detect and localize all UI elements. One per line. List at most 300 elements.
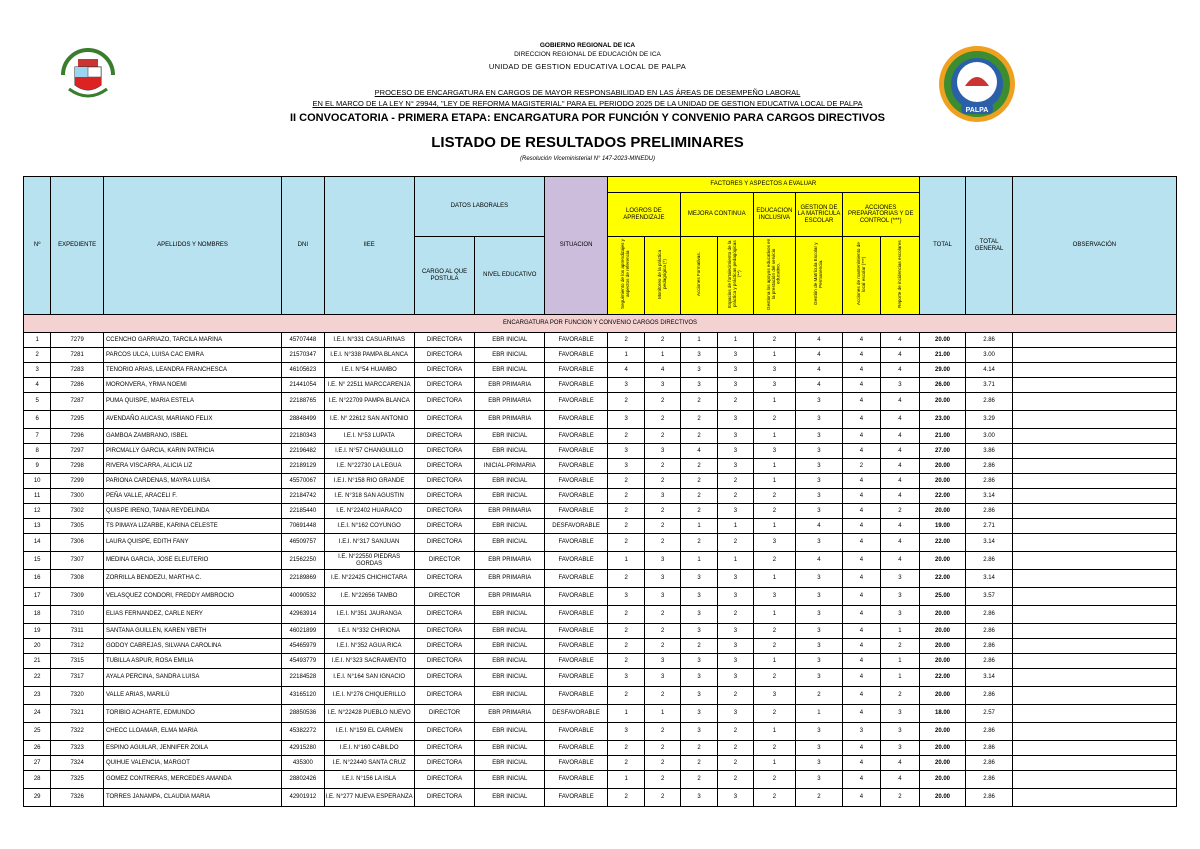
cell-total-general: 2.86 <box>966 639 1013 654</box>
cell-iiee: I.E. N°22425 CHICHICTARA <box>324 570 414 588</box>
cell-f2: 2 <box>645 723 680 741</box>
cell-total-general: 2.86 <box>966 552 1013 570</box>
cell-f7: 4 <box>842 504 880 519</box>
cell-dni: 22184742 <box>282 489 325 504</box>
cell-n: 25 <box>24 723 51 741</box>
cell-total: 29.00 <box>919 363 966 378</box>
cell-situacion: DESFAVORABLE <box>545 705 608 723</box>
cell-observacion <box>1012 756 1176 771</box>
cell-cargo: DIRECTORA <box>414 411 475 429</box>
cell-observacion <box>1012 411 1176 429</box>
cell-f6: 4 <box>796 333 843 348</box>
cell-expediente: 7310 <box>51 606 104 624</box>
cell-situacion: FAVORABLE <box>545 534 608 552</box>
cell-f1: 2 <box>607 624 644 639</box>
cell-total-general: 2.86 <box>966 654 1013 669</box>
cell-nombre: GODOY CABREJAS, SILVANA CAROLINA <box>103 639 281 654</box>
cell-f6: 4 <box>796 519 843 534</box>
cell-n: 2 <box>24 348 51 363</box>
cell-nivel: EBR PRIMARIA <box>475 570 545 588</box>
cell-observacion <box>1012 534 1176 552</box>
cell-iiee: I.E.I. N°162 COYUNGO <box>324 519 414 534</box>
cell-total: 22.00 <box>919 489 966 504</box>
cell-expediente: 7326 <box>51 789 104 807</box>
cell-nombre: TUBILLA ASPUR, ROSA EMILIA <box>103 654 281 669</box>
cell-expediente: 7306 <box>51 534 104 552</box>
table-row <box>24 789 1177 807</box>
cell-f3: 2 <box>680 504 717 519</box>
cell-total-general: 3.00 <box>966 348 1013 363</box>
cell-cargo: DIRECTORA <box>414 429 475 444</box>
table-row <box>24 489 1177 504</box>
cell-observacion <box>1012 741 1176 756</box>
cell-f6: 2 <box>796 789 843 807</box>
cell-nivel: INICIAL-PRIMARIA <box>475 459 545 474</box>
table-row <box>24 363 1177 378</box>
cell-f6: 3 <box>796 669 843 687</box>
cell-expediente: 7311 <box>51 624 104 639</box>
cell-f6: 1 <box>796 705 843 723</box>
cell-n: 26 <box>24 741 51 756</box>
cell-f2: 2 <box>645 504 680 519</box>
cell-f4: 2 <box>718 687 753 705</box>
cell-f6: 3 <box>796 639 843 654</box>
cell-f2: 2 <box>645 741 680 756</box>
cell-nivel: EBR INICIAL <box>475 723 545 741</box>
cell-nombre: TENORIO ARIAS, LEANDRA FRANCHESCA <box>103 363 281 378</box>
cell-total: 21.00 <box>919 348 966 363</box>
cell-dni: 22188765 <box>282 393 325 411</box>
cell-f4: 3 <box>718 363 753 378</box>
table-row <box>24 429 1177 444</box>
cell-f2: 2 <box>645 534 680 552</box>
cell-situacion: FAVORABLE <box>545 789 608 807</box>
cell-f1: 2 <box>607 429 644 444</box>
cell-cargo: DIRECTORA <box>414 639 475 654</box>
cell-nombre: PIRCMALLY GARCIA, KARIN PATRICIA <box>103 444 281 459</box>
cell-total-general: 2.86 <box>966 606 1013 624</box>
cell-nivel: EBR INICIAL <box>475 624 545 639</box>
cell-total-general: 3.57 <box>966 588 1013 606</box>
cell-f7: 4 <box>842 687 880 705</box>
cell-f1: 2 <box>607 687 644 705</box>
cell-cargo: DIRECTORA <box>414 570 475 588</box>
cell-dni: 21570347 <box>282 348 325 363</box>
cell-total: 20.00 <box>919 741 966 756</box>
cell-f7: 4 <box>842 624 880 639</box>
cell-f8: 1 <box>881 654 920 669</box>
cell-iiee: I.E.I. N°156 LA ISLA <box>324 771 414 789</box>
cell-dni: 46021899 <box>282 624 325 639</box>
cell-total: 20.00 <box>919 654 966 669</box>
col-apellidos: APELLIDOS Y NOMBRES <box>103 177 281 315</box>
cell-total: 26.00 <box>919 378 966 393</box>
cell-f4: 3 <box>718 348 753 363</box>
cell-f3: 3 <box>680 654 717 669</box>
cell-total: 20.00 <box>919 756 966 771</box>
cell-f7: 4 <box>842 639 880 654</box>
cell-dni: 22185440 <box>282 504 325 519</box>
cell-f8: 2 <box>881 639 920 654</box>
cell-iiee: I.E. N°22709 PAMPA BLANCA <box>324 393 414 411</box>
cell-f6: 3 <box>796 588 843 606</box>
cell-f1: 3 <box>607 669 644 687</box>
col-total-general: TOTAL GENERAL <box>966 177 1013 315</box>
cell-dni: 45570067 <box>282 474 325 489</box>
cell-f7: 4 <box>842 669 880 687</box>
cell-f1: 1 <box>607 771 644 789</box>
cell-f8: 3 <box>881 705 920 723</box>
cell-f2: 2 <box>645 756 680 771</box>
cell-expediente: 7281 <box>51 348 104 363</box>
cell-observacion <box>1012 789 1176 807</box>
cell-situacion: FAVORABLE <box>545 333 608 348</box>
cell-nombre: QUISPE IRENO, TANIA REYDELINDA <box>103 504 281 519</box>
cell-f5: 1 <box>753 429 796 444</box>
cell-cargo: DIRECTORA <box>414 333 475 348</box>
cell-f5: 1 <box>753 723 796 741</box>
cell-expediente: 7297 <box>51 444 104 459</box>
cell-cargo: DIRECTORA <box>414 378 475 393</box>
cell-expediente: 7283 <box>51 363 104 378</box>
cell-nivel: EBR INICIAL <box>475 741 545 756</box>
cell-total-general: 2.86 <box>966 771 1013 789</box>
cell-observacion <box>1012 459 1176 474</box>
cell-situacion: FAVORABLE <box>545 723 608 741</box>
cell-f4: 3 <box>718 654 753 669</box>
cell-observacion <box>1012 444 1176 459</box>
cell-dni: 435300 <box>282 756 325 771</box>
table-row <box>24 459 1177 474</box>
cell-situacion: FAVORABLE <box>545 411 608 429</box>
table-row <box>24 705 1177 723</box>
cell-cargo: DIRECTORA <box>414 363 475 378</box>
cell-total: 20.00 <box>919 474 966 489</box>
cell-observacion <box>1012 363 1176 378</box>
cell-f1: 3 <box>607 588 644 606</box>
cell-f4: 1 <box>718 333 753 348</box>
cell-nombre: ZORRILLA BENDEZU, MARTHA C. <box>103 570 281 588</box>
table-row <box>24 624 1177 639</box>
col-gestion: GESTION DE LA MATRICULA ESCOLAR <box>796 193 843 237</box>
cell-f6: 3 <box>796 429 843 444</box>
cell-total: 18.00 <box>919 705 966 723</box>
cell-f6: 4 <box>796 552 843 570</box>
cell-f4: 1 <box>718 552 753 570</box>
cell-f1: 2 <box>607 606 644 624</box>
cell-f5: 2 <box>753 489 796 504</box>
cell-f8: 4 <box>881 429 920 444</box>
cell-f5: 2 <box>753 789 796 807</box>
cell-observacion <box>1012 504 1176 519</box>
cell-f4: 2 <box>718 474 753 489</box>
cell-dni: 46509757 <box>282 534 325 552</box>
cell-cargo: DIRECTORA <box>414 348 475 363</box>
cell-f5: 2 <box>753 624 796 639</box>
cell-dni: 43165120 <box>282 687 325 705</box>
cell-f4: 3 <box>718 705 753 723</box>
cell-total-general: 2.86 <box>966 624 1013 639</box>
cell-f4: 3 <box>718 429 753 444</box>
cell-f7: 4 <box>842 741 880 756</box>
cell-nombre: CHECC LLOAMAR, ELMA MARIA <box>103 723 281 741</box>
cell-observacion <box>1012 723 1176 741</box>
cell-situacion: FAVORABLE <box>545 348 608 363</box>
col-iiee: IIEE <box>324 177 414 315</box>
cell-f2: 1 <box>645 705 680 723</box>
cell-expediente: 7286 <box>51 378 104 393</box>
table-row <box>24 588 1177 606</box>
cell-iiee: I.E. N°22730 LA LEGUA <box>324 459 414 474</box>
cell-f3: 1 <box>680 333 717 348</box>
cell-f7: 4 <box>842 363 880 378</box>
cell-f4: 2 <box>718 489 753 504</box>
sub-matricula: Gestión de Matrícula Escolar y Permanencia. <box>813 242 823 306</box>
document-title: LISTADO DE RESULTADOS PRELIMINARES <box>431 134 744 151</box>
cell-iiee: I.E. N°22402 HUARACO <box>324 504 414 519</box>
cell-f6: 3 <box>796 504 843 519</box>
cell-dni: 21562250 <box>282 552 325 570</box>
cell-situacion: FAVORABLE <box>545 606 608 624</box>
cell-f6: 4 <box>796 378 843 393</box>
cell-total-general: 3.14 <box>966 489 1013 504</box>
cell-n: 10 <box>24 474 51 489</box>
cell-f2: 2 <box>645 624 680 639</box>
cell-dni: 45382272 <box>282 723 325 741</box>
cell-f4: 2 <box>718 741 753 756</box>
cell-nombre: MORONVERA, YRMA NOEMI <box>103 378 281 393</box>
cell-f3: 3 <box>680 588 717 606</box>
cell-iiee: I.E. N°22440 SANTA CRUZ <box>324 756 414 771</box>
table-row <box>24 552 1177 570</box>
cell-n: 9 <box>24 459 51 474</box>
cell-nivel: EBR INICIAL <box>475 363 545 378</box>
cell-f2: 3 <box>645 378 680 393</box>
cell-f8: 4 <box>881 534 920 552</box>
cell-f8: 2 <box>881 687 920 705</box>
cell-f1: 4 <box>607 363 644 378</box>
cell-f3: 2 <box>680 429 717 444</box>
cell-f4: 3 <box>718 411 753 429</box>
cell-f7: 2 <box>842 459 880 474</box>
cell-f8: 4 <box>881 393 920 411</box>
cell-f1: 2 <box>607 570 644 588</box>
cell-total-general: 2.86 <box>966 741 1013 756</box>
cell-f2: 3 <box>645 489 680 504</box>
cell-dni: 28802426 <box>282 771 325 789</box>
cell-iiee: I.E.I. N°57 CHANGUILLO <box>324 444 414 459</box>
cell-cargo: DIRECTORA <box>414 534 475 552</box>
cell-f3: 2 <box>680 474 717 489</box>
cell-f4: 2 <box>718 723 753 741</box>
cell-nivel: EBR PRIMARIA <box>475 705 545 723</box>
cell-nombre: CCENCHO GARRIAZO, TARCILA MARINA <box>103 333 281 348</box>
cell-nombre: TORIBIO ACHARTE, EDMUNDO <box>103 705 281 723</box>
cell-nivel: EBR INICIAL <box>475 348 545 363</box>
cell-f7: 4 <box>842 474 880 489</box>
cell-cargo: DIRECTORA <box>414 687 475 705</box>
cell-observacion <box>1012 570 1176 588</box>
cell-situacion: FAVORABLE <box>545 459 608 474</box>
cell-total-general: 2.57 <box>966 705 1013 723</box>
cell-nombre: RIVERA VISCARRA, ALICIA LIZ <box>103 459 281 474</box>
cell-f8: 4 <box>881 333 920 348</box>
sub-espacios: Espacios de fortalecimiento de la práctica y prácticas pedagógicas (**) <box>727 240 742 308</box>
cell-situacion: FAVORABLE <box>545 687 608 705</box>
cell-f4: 2 <box>718 534 753 552</box>
cell-cargo: DIRECTOR <box>414 552 475 570</box>
cell-f5: 2 <box>753 639 796 654</box>
cell-total: 22.00 <box>919 669 966 687</box>
cell-n: 3 <box>24 363 51 378</box>
cell-f1: 2 <box>607 789 644 807</box>
cell-f7: 4 <box>842 333 880 348</box>
cell-n: 16 <box>24 570 51 588</box>
cell-iiee: I.E.I. N°351 JAURANGA <box>324 606 414 624</box>
cell-n: 13 <box>24 519 51 534</box>
cell-f1: 2 <box>607 534 644 552</box>
cell-f2: 1 <box>645 348 680 363</box>
cell-n: 23 <box>24 687 51 705</box>
cell-f6: 3 <box>796 771 843 789</box>
cell-iiee: I.E.I. N°164 SAN IGNACIO <box>324 669 414 687</box>
cell-expediente: 7299 <box>51 474 104 489</box>
col-situacion: SITUACION <box>545 177 608 315</box>
cell-nombre: TS PIMAYA LIZARBE, KARINA CELESTE <box>103 519 281 534</box>
cell-n: 27 <box>24 756 51 771</box>
col-observacion: OBSERVACIÓN <box>1012 177 1176 315</box>
cell-iiee: I.E.I. N°317 SANJUAN <box>324 534 414 552</box>
table-row <box>24 348 1177 363</box>
cell-n: 22 <box>24 669 51 687</box>
cell-f3: 3 <box>680 606 717 624</box>
cell-f5: 2 <box>753 771 796 789</box>
cell-f4: 3 <box>718 639 753 654</box>
cell-f8: 2 <box>881 789 920 807</box>
cell-nivel: EBR PRIMARIA <box>475 411 545 429</box>
sub-acciones-formativas: Acciones Formativas. <box>695 252 701 297</box>
cell-f2: 3 <box>645 552 680 570</box>
cell-f4: 3 <box>718 378 753 393</box>
cell-situacion: FAVORABLE <box>545 474 608 489</box>
cell-n: 24 <box>24 705 51 723</box>
cell-f6: 3 <box>796 459 843 474</box>
cell-f2: 2 <box>645 393 680 411</box>
cell-total-general: 4.14 <box>966 363 1013 378</box>
cell-f8: 4 <box>881 489 920 504</box>
cell-cargo: DIRECTORA <box>414 669 475 687</box>
cell-nombre: QUIHUE VALENCIA, MARGOT <box>103 756 281 771</box>
table-row <box>24 669 1177 687</box>
sub-incidencias: Reporte de incidencias escolares <box>896 240 902 309</box>
cell-situacion: FAVORABLE <box>545 654 608 669</box>
cell-expediente: 7302 <box>51 504 104 519</box>
cell-f5: 3 <box>753 588 796 606</box>
cell-f3: 4 <box>680 444 717 459</box>
cell-f5: 2 <box>753 741 796 756</box>
cell-f7: 4 <box>842 393 880 411</box>
cell-iiee: I.E.I. N°338 PAMPA BLANCA <box>324 348 414 363</box>
cell-f4: 3 <box>718 588 753 606</box>
ugel-logo-text: PALPA <box>965 107 989 114</box>
cell-f6: 3 <box>796 411 843 429</box>
cell-situacion: FAVORABLE <box>545 741 608 756</box>
cell-total: 20.00 <box>919 789 966 807</box>
cell-nombre: GAMBOA ZAMBRANO, ISBEL <box>103 429 281 444</box>
cell-iiee: I.E. N°22428 PUEBLO NUEVO <box>324 705 414 723</box>
cell-f1: 2 <box>607 489 644 504</box>
cell-f2: 2 <box>645 429 680 444</box>
cell-nombre: MEDINA GARCIA, JOSE ELEUTERIO <box>103 552 281 570</box>
cell-f5: 3 <box>753 444 796 459</box>
cell-f8: 4 <box>881 348 920 363</box>
cell-f2: 2 <box>645 789 680 807</box>
cell-dni: 45465979 <box>282 639 325 654</box>
cell-expediente: 7305 <box>51 519 104 534</box>
cell-nivel: EBR INICIAL <box>475 429 545 444</box>
cell-f7: 3 <box>842 723 880 741</box>
cell-f5: 1 <box>753 654 796 669</box>
cell-n: 1 <box>24 333 51 348</box>
cell-f8: 4 <box>881 552 920 570</box>
cell-f1: 2 <box>607 504 644 519</box>
cell-f7: 4 <box>842 756 880 771</box>
cell-nivel: EBR INICIAL <box>475 654 545 669</box>
cell-cargo: DIRECTORA <box>414 723 475 741</box>
cell-f6: 3 <box>796 489 843 504</box>
cell-dni: 22184528 <box>282 669 325 687</box>
cell-expediente: 7324 <box>51 756 104 771</box>
cell-f3: 2 <box>680 411 717 429</box>
cell-situacion: FAVORABLE <box>545 393 608 411</box>
cell-f3: 3 <box>680 363 717 378</box>
table-row <box>24 654 1177 669</box>
cell-n: 20 <box>24 639 51 654</box>
cell-f3: 2 <box>680 534 717 552</box>
cell-expediente: 7300 <box>51 489 104 504</box>
cell-expediente: 7295 <box>51 411 104 429</box>
cell-n: 17 <box>24 588 51 606</box>
cell-nivel: EBR PRIMARIA <box>475 552 545 570</box>
cell-iiee: I.E.I. N°158 RIO GRANDE <box>324 474 414 489</box>
document-subtitle: (Resolución Viceministerial N° 147-2023-MINEDU) <box>519 156 655 162</box>
cell-iiee: I.E.I. N°331 CASUARINAS <box>324 333 414 348</box>
cell-f2: 3 <box>645 654 680 669</box>
cell-f7: 4 <box>842 489 880 504</box>
cell-f5: 3 <box>753 363 796 378</box>
cell-f2: 2 <box>645 459 680 474</box>
cell-f3: 3 <box>680 669 717 687</box>
cell-f5: 2 <box>753 411 796 429</box>
cell-f6: 3 <box>796 624 843 639</box>
cell-observacion <box>1012 654 1176 669</box>
cell-cargo: DIRECTORA <box>414 444 475 459</box>
cell-nivel: EBR PRIMARIA <box>475 378 545 393</box>
table-row <box>24 534 1177 552</box>
cell-f8: 4 <box>881 411 920 429</box>
cell-nombre: VALLE ARIAS, MARILÚ <box>103 687 281 705</box>
cell-cargo: DIRECTORA <box>414 741 475 756</box>
cell-situacion: FAVORABLE <box>545 378 608 393</box>
cell-nivel: EBR INICIAL <box>475 519 545 534</box>
cell-nombre: LAURA QUISPE, EDITH FANY <box>103 534 281 552</box>
cell-total-general: 3.14 <box>966 669 1013 687</box>
cell-total-general: 2.86 <box>966 723 1013 741</box>
cell-f8: 3 <box>881 606 920 624</box>
cell-n: 7 <box>24 429 51 444</box>
cell-f6: 3 <box>796 393 843 411</box>
cell-f8: 3 <box>881 588 920 606</box>
